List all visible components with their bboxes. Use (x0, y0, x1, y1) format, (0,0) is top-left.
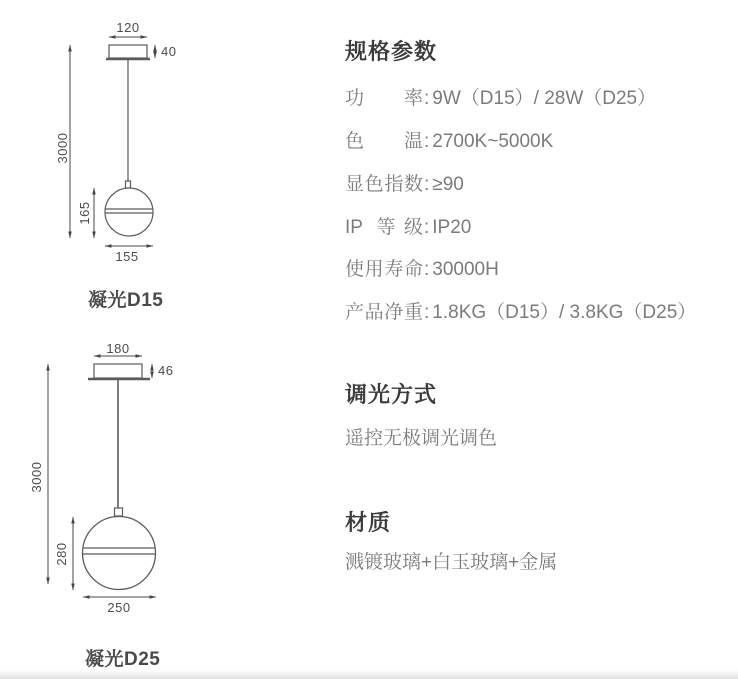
spec-text-column (345, 0, 733, 679)
dim-cable-length-d25: 3000 (29, 461, 44, 493)
spec-separator: : (424, 302, 430, 323)
dimming-value: 遥控无极调光调色 (345, 428, 498, 449)
spec-row-color-temp (345, 130, 553, 154)
dim-canopy-height-d15: 40 (161, 44, 177, 59)
spec-label: 使用寿命 (345, 259, 423, 280)
model-label-d15: 凝光D15 (88, 290, 164, 311)
spec-label: 显色指数 (345, 174, 423, 195)
spec-value: 1.8KG（D15）/ 3.8KG（D25） (432, 302, 697, 323)
dim-shade-height-d25: 280 (54, 542, 69, 566)
material-value: 溅镀玻璃+白玉玻璃+金属 (345, 552, 558, 573)
spec-value: IP20 (432, 217, 472, 238)
spec-row-net-weight (345, 301, 696, 325)
dim-shade-diameter-d25: 250 (107, 600, 131, 615)
spec-value: 2700K~5000K (432, 131, 554, 152)
dim-canopy-width-d15: 120 (116, 20, 140, 35)
canopy-d15 (109, 45, 147, 58)
diagram-d15 (55, 12, 285, 312)
bottom-edge-shadow (0, 670, 738, 679)
spec-label: IP 等级 (345, 217, 423, 238)
spec-label: 色 温 (345, 131, 423, 152)
dim-cable-length-d15: 3000 (55, 132, 70, 164)
spec-separator: : (424, 174, 430, 195)
dim-canopy-width-d25: 180 (106, 341, 130, 356)
dim-canopy-height-d25: 46 (158, 363, 174, 378)
spec-separator: : (424, 217, 430, 238)
lamp-drawing-d25-icon (28, 340, 278, 679)
section-title-specs: 规格参数 (345, 39, 438, 64)
spec-row-power (345, 87, 656, 111)
spec-label: 产品净重 (345, 302, 423, 323)
model-label-d25: 凝光D25 (85, 649, 161, 670)
spec-value: 9W（D15）/ 28W（D25） (432, 88, 657, 109)
spec-label: 功 率 (345, 88, 423, 109)
spec-value: 30000H (432, 259, 499, 280)
globe-socket-d15 (126, 181, 131, 188)
spec-row-lifespan (345, 258, 499, 282)
spec-row-cri (345, 173, 464, 197)
spec-value: ≥90 (432, 174, 464, 195)
spec-separator: : (424, 131, 430, 152)
section-title-material: 材质 (345, 510, 392, 535)
dim-shade-diameter-d15: 155 (115, 249, 139, 264)
spec-row-ip-rating (345, 216, 471, 240)
section-title-dimming: 调光方式 (345, 382, 438, 407)
glass-globe-d15 (105, 188, 153, 236)
canopy-d25 (94, 364, 142, 378)
spec-separator: : (424, 88, 430, 109)
spec-separator: : (424, 259, 430, 280)
diagram-d25 (28, 340, 278, 679)
glass-globe-d25 (83, 517, 156, 590)
dim-shade-height-d15: 165 (77, 201, 92, 225)
globe-socket-d25 (115, 508, 123, 516)
